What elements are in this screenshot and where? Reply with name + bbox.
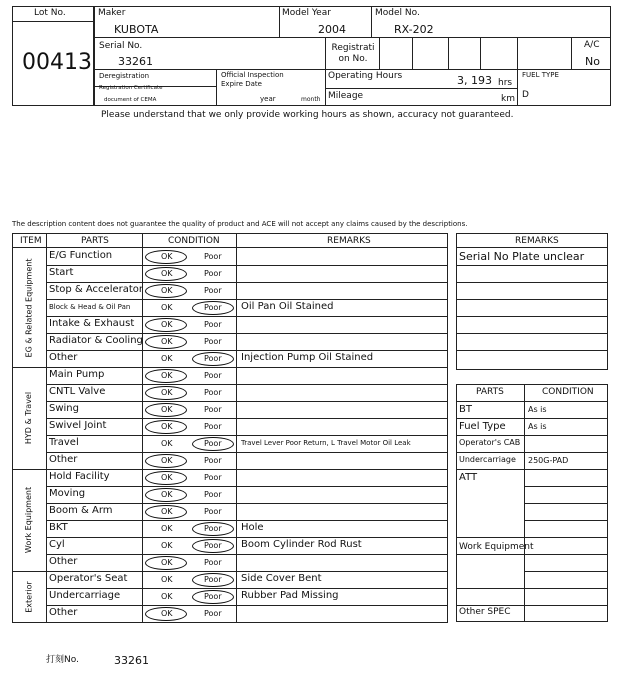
part-name: CNTL Valve [49, 386, 106, 397]
fuel-type-value: D [522, 90, 529, 100]
spec-part: Undercarriage [459, 455, 516, 464]
spec-part: BT [459, 404, 472, 415]
expire-label: Expire Date [221, 80, 262, 88]
part-name: Swing [49, 403, 79, 414]
poor-option: Poor [204, 371, 222, 380]
selected-condition-circle [145, 556, 187, 570]
poor-option: Poor [204, 592, 222, 601]
ok-option: OK [161, 456, 173, 465]
poor-option: Poor [204, 303, 222, 312]
selected-condition-circle [145, 403, 187, 417]
poor-option: Poor [204, 252, 222, 261]
right-remarks-header: REMARKS [515, 236, 559, 246]
col-item: ITEM [20, 236, 42, 246]
registration-label: Registrati on No. [331, 43, 375, 64]
part-name: Swivel Joint [49, 420, 107, 431]
item-group-label: EG & Related Equipment [24, 258, 33, 357]
ok-option: OK [161, 490, 173, 499]
operating-hours-value: 3, 193 [457, 74, 492, 87]
remark-text: Boom Cylinder Rod Rust [241, 539, 362, 550]
selected-condition-circle [145, 284, 187, 298]
remark-text: Injection Pump Oil Stained [241, 352, 374, 363]
deregistration-label: Deregistration [99, 72, 150, 80]
poor-option: Poor [204, 609, 222, 618]
spec-condition: 250G-PAD [528, 456, 569, 465]
year-label: year [260, 95, 276, 103]
model-no-label: Model No. [375, 8, 420, 18]
ok-option: OK [161, 592, 173, 601]
model-year-label: Model Year [282, 8, 331, 18]
part-name: Operator's Seat [49, 573, 128, 584]
part-name: Other [49, 352, 78, 363]
poor-option: Poor [204, 422, 222, 431]
item-group-label: Exterior [24, 580, 33, 613]
spec-part: Fuel Type [459, 421, 506, 432]
poor-option: Poor [204, 405, 222, 414]
poor-option: Poor [204, 507, 222, 516]
part-name: Hold Facility [49, 471, 110, 482]
reg-cert-label: Registration Certificate [99, 85, 163, 91]
poor-option: Poor [204, 320, 222, 329]
ok-option: OK [161, 609, 173, 618]
mileage-label: Mileage [328, 91, 364, 101]
ok-option: OK [161, 269, 173, 278]
maker-label: Maker [98, 8, 126, 18]
poor-option: Poor [204, 524, 222, 533]
spec-part: ATT [459, 472, 478, 483]
poor-option: Poor [204, 490, 222, 499]
spec-condition: As is [528, 422, 547, 431]
part-name: Start [49, 267, 74, 278]
poor-option: Poor [204, 388, 222, 397]
part-name: Moving [49, 488, 86, 499]
operating-hours-label: Operating Hours [328, 71, 403, 81]
km-unit: km [501, 94, 515, 104]
item-group-label: HYD & Travel [24, 391, 33, 445]
part-name: BKT [49, 522, 68, 533]
work-equipment-label: Work Equipment [459, 542, 534, 552]
selected-condition-circle [192, 573, 234, 587]
ok-option: OK [161, 507, 173, 516]
poor-option: Poor [204, 286, 222, 295]
fuel-type-label: FUEL TYPE [522, 71, 559, 79]
ok-option: OK [161, 473, 173, 482]
remark-text: Hole [241, 522, 264, 533]
spec-part: Operator's CAB [459, 438, 521, 447]
maker-value: KUBOTA [114, 23, 159, 36]
selected-condition-circle [145, 386, 187, 400]
poor-option: Poor [204, 456, 222, 465]
hours-note: Please understand that we only provide working hours as shown, accuracy not guaranteed. [101, 110, 514, 120]
ac-label: A/C [584, 40, 600, 50]
col-parts: PARTS [81, 236, 109, 246]
poor-option: Poor [204, 541, 222, 550]
poor-option: Poor [204, 337, 222, 346]
poor-option: Poor [204, 354, 222, 363]
selected-condition-circle [145, 607, 187, 621]
selected-condition-circle [192, 437, 234, 451]
selected-condition-circle [192, 352, 234, 366]
selected-condition-circle [192, 590, 234, 604]
right-col-condition: CONDITION [542, 387, 594, 397]
lot-number: 00413 [22, 50, 92, 75]
month-label: month [301, 96, 321, 103]
ok-option: OK [161, 558, 173, 567]
selected-condition-circle [145, 488, 187, 502]
spec-condition: As is [528, 405, 547, 414]
ok-option: OK [161, 252, 173, 261]
remark-text: Side Cover Bent [241, 573, 322, 584]
ok-option: OK [161, 320, 173, 329]
stamp-value: 33261 [114, 654, 149, 667]
stamp-label: 打刻No. [46, 655, 79, 665]
cema-label: document of CEMA [104, 97, 157, 103]
part-name: Undercarriage [49, 590, 121, 601]
part-name: Boom & Arm [49, 505, 113, 516]
right-col-parts: PARTS [476, 387, 504, 397]
part-name: Block & Head & Oil Pan [49, 303, 131, 311]
part-name: Cyl [49, 539, 65, 550]
part-name: Other [49, 607, 78, 618]
ok-option: OK [161, 354, 173, 363]
right-remarks-first: Serial No Plate unclear [459, 250, 585, 263]
ok-option: OK [161, 286, 173, 295]
poor-option: Poor [204, 558, 222, 567]
selected-condition-circle [145, 471, 187, 485]
ok-option: OK [161, 303, 173, 312]
ok-option: OK [161, 371, 173, 380]
selected-condition-circle [192, 539, 234, 553]
remark-text: Travel Lever Poor Return, L Travel Motor Oil Leak [241, 439, 411, 447]
ok-option: OK [161, 405, 173, 414]
selected-condition-circle [145, 420, 187, 434]
col-condition: CONDITION [168, 236, 220, 246]
selected-condition-circle [192, 522, 234, 536]
selected-condition-circle [192, 301, 234, 315]
ok-option: OK [161, 575, 173, 584]
other-spec-label: Other SPEC [459, 607, 511, 617]
part-name: Radiator & Cooling [49, 335, 143, 346]
poor-option: Poor [204, 575, 222, 584]
remark-text: Rubber Pad Missing [241, 590, 339, 601]
poor-option: Poor [204, 439, 222, 448]
part-name: Main Pump [49, 369, 105, 380]
ac-value: No [585, 55, 600, 68]
disclaimer: The description content does not guarantee the quality of product and ACE will not accept any claims caused by the descriptions. [12, 220, 468, 228]
ok-option: OK [161, 439, 173, 448]
model-no-value: RX-202 [394, 23, 434, 36]
hrs-unit: hrs [498, 78, 513, 88]
ok-option: OK [161, 388, 173, 397]
item-group-label: Work Equipment [24, 486, 33, 554]
selected-condition-circle [145, 335, 187, 349]
selected-condition-circle [145, 454, 187, 468]
ok-option: OK [161, 524, 173, 533]
selected-condition-circle [145, 250, 187, 264]
part-name: Stop & Accelerator [49, 284, 144, 295]
serial-value: 33261 [118, 55, 153, 68]
inspection-label: Official Inspection [221, 71, 284, 79]
model-year-value: 2004 [318, 23, 346, 36]
poor-option: Poor [204, 269, 222, 278]
ok-option: OK [161, 422, 173, 431]
selected-condition-circle [145, 505, 187, 519]
selected-condition-circle [145, 267, 187, 281]
part-name: E/G Function [49, 250, 113, 261]
serial-label: Serial No. [99, 41, 143, 51]
remark-text: Oil Pan Oil Stained [241, 301, 334, 312]
part-name: Other [49, 556, 78, 567]
lot-label: Lot No. [34, 8, 66, 18]
ok-option: OK [161, 337, 173, 346]
selected-condition-circle [145, 369, 187, 383]
poor-option: Poor [204, 473, 222, 482]
ok-option: OK [161, 541, 173, 550]
part-name: Travel [49, 437, 79, 448]
col-remarks: REMARKS [327, 236, 371, 246]
selected-condition-circle [145, 318, 187, 332]
part-name: Other [49, 454, 78, 465]
part-name: Intake & Exhaust [49, 318, 135, 329]
